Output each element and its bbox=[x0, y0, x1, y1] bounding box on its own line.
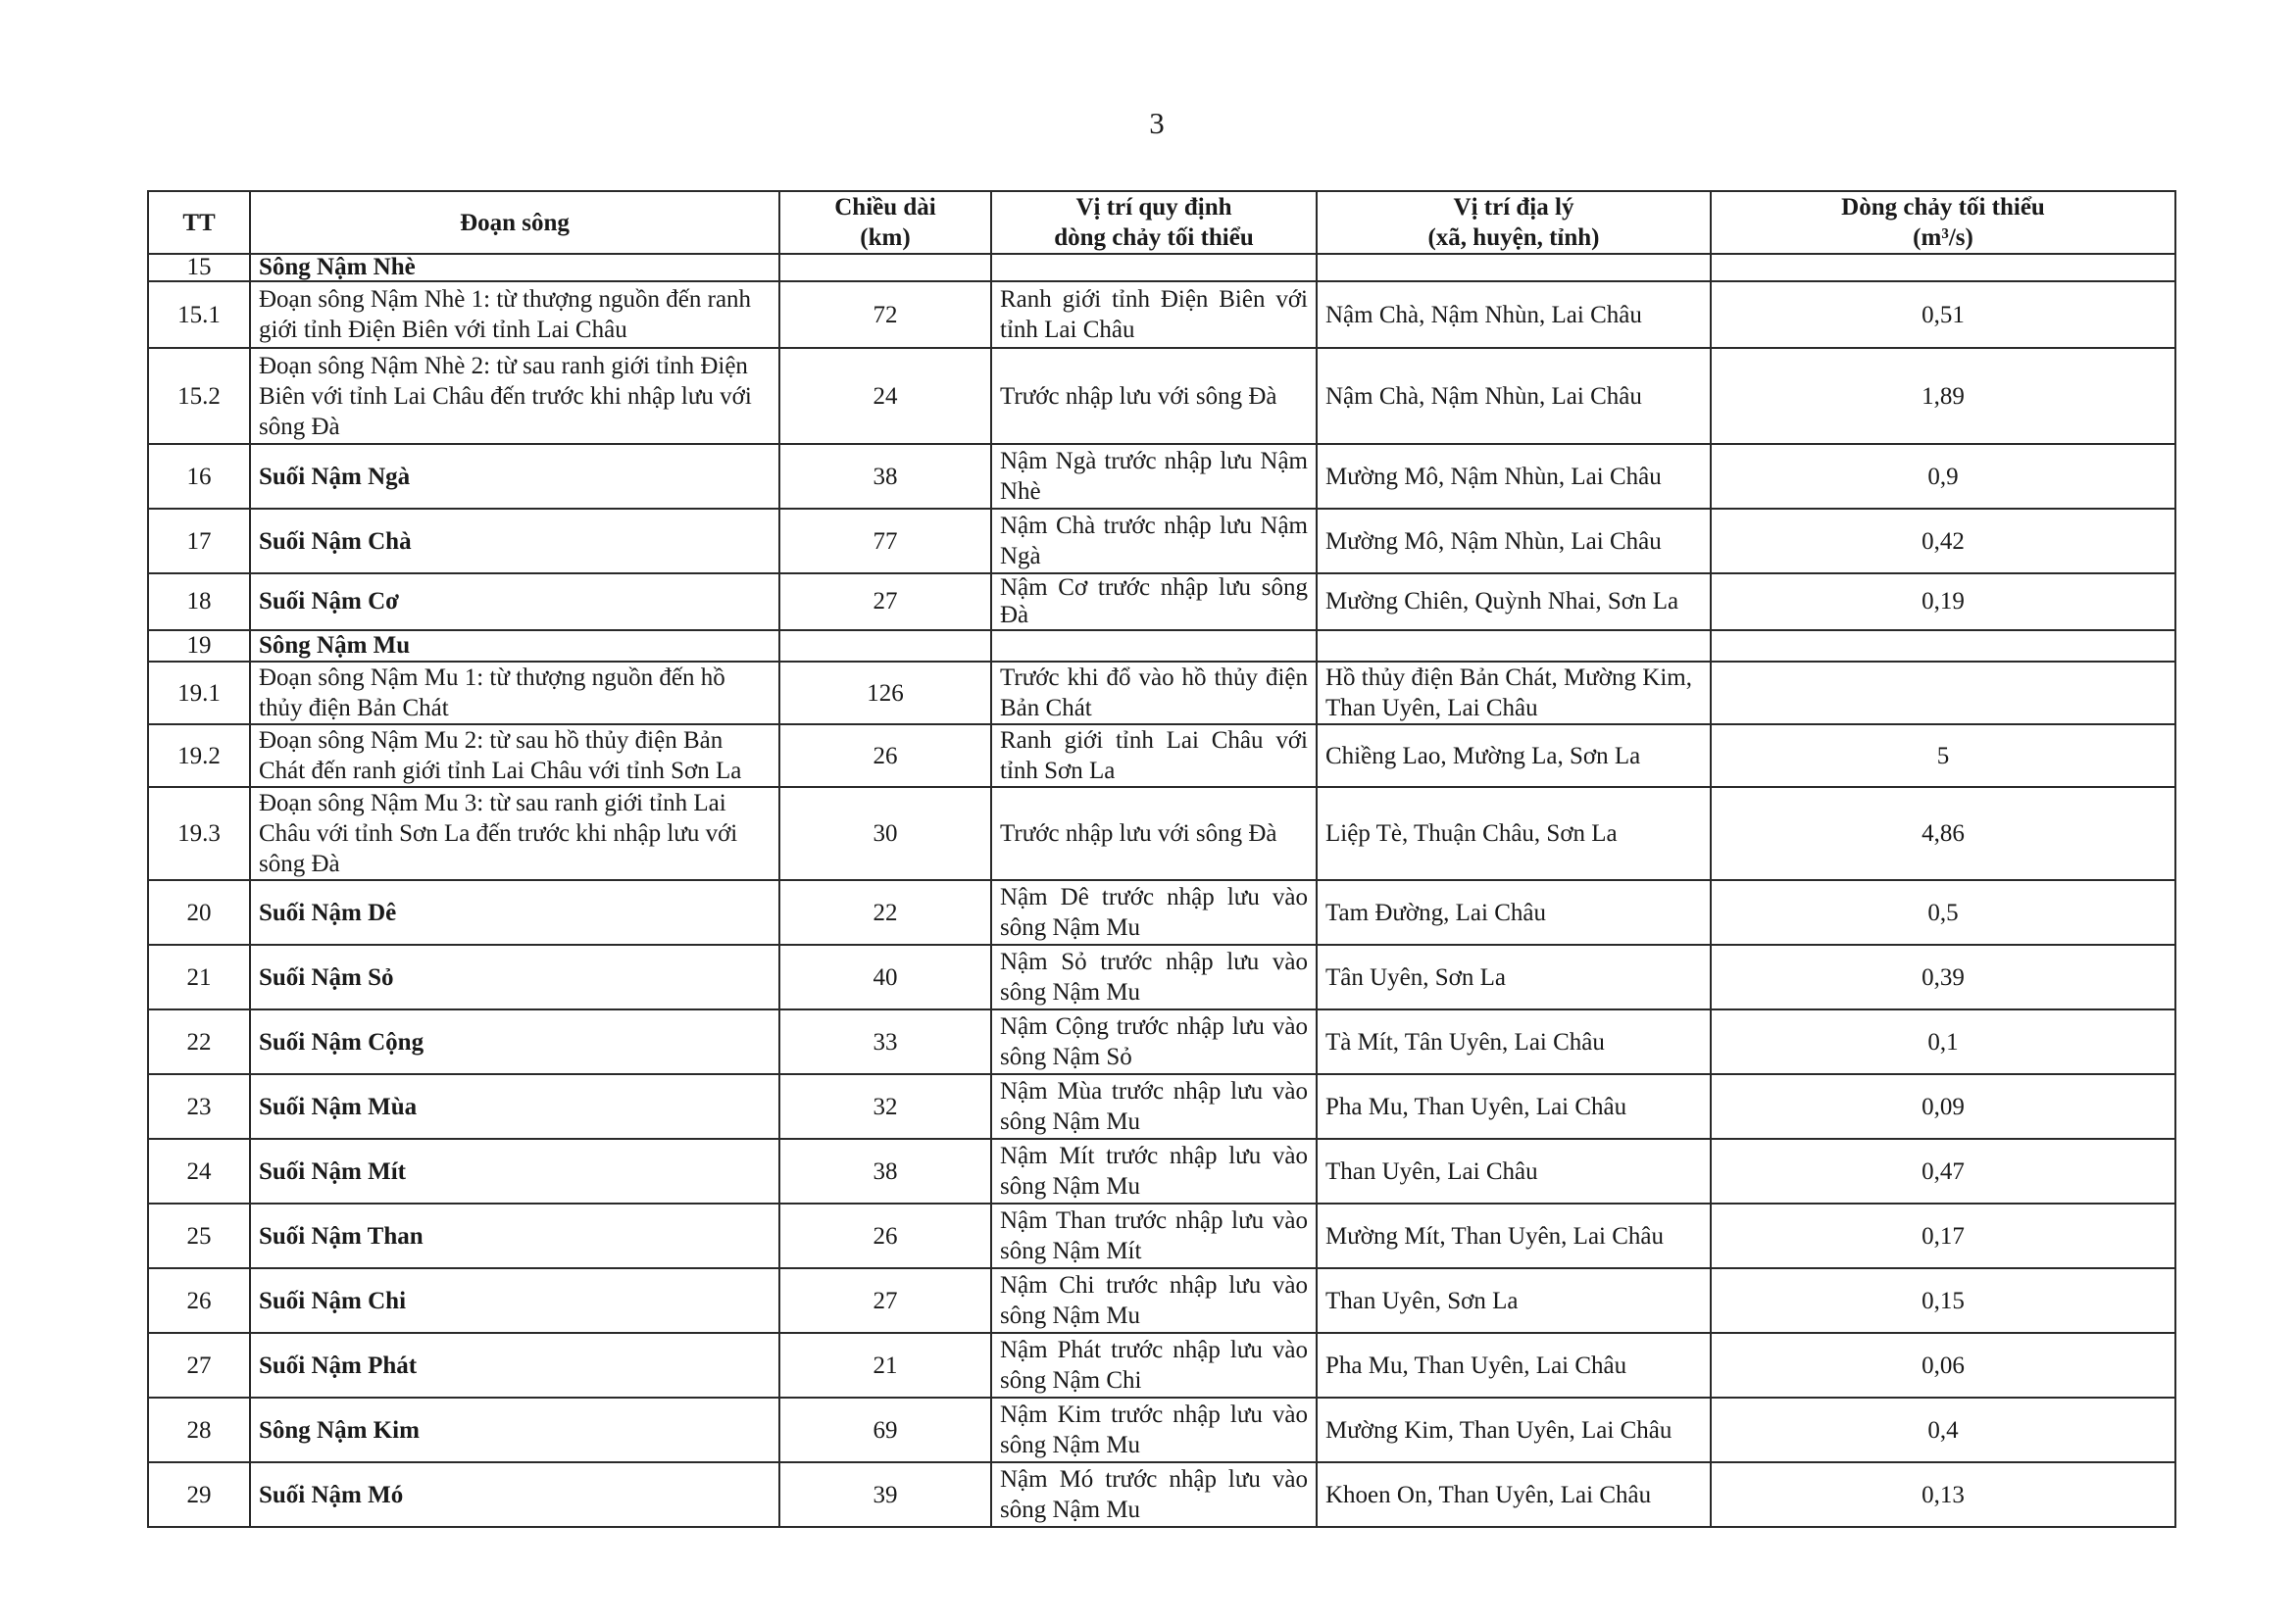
geographic-location-cell: Nậm Chà, Nậm Nhùn, Lai Châu bbox=[1317, 281, 1711, 348]
minimum-flow-cell: 0,06 bbox=[1711, 1333, 2175, 1398]
flow-position-cell: Nậm Cộng trước nhập lưu vào sông Nậm Sỏ bbox=[991, 1009, 1317, 1074]
length-km-cell: 26 bbox=[779, 724, 991, 787]
geographic-location-cell: Mường Kim, Than Uyên, Lai Châu bbox=[1317, 1398, 1711, 1462]
header-length: Chiều dài (km) bbox=[779, 191, 991, 254]
table-row bbox=[148, 1139, 2175, 1204]
minimum-flow-cell: 1,89 bbox=[1711, 348, 2175, 444]
table-row bbox=[148, 509, 2175, 573]
segment-name-cell: Suối Nậm Mùa bbox=[250, 1074, 779, 1139]
segment-name-cell: Suối Nậm Dê bbox=[250, 880, 779, 945]
row-number-cell: 27 bbox=[148, 1333, 250, 1398]
table-row bbox=[148, 254, 2175, 281]
length-km-cell: 27 bbox=[779, 1268, 991, 1333]
flow-position-cell: Nậm Chi trước nhập lưu vào sông Nậm Mu bbox=[991, 1268, 1317, 1333]
segment-name-cell: Đoạn sông Nậm Mu 2: từ sau hồ thủy điện Bản Chát đến ranh giới tỉnh Lai Châu với tỉnh Sơn La bbox=[250, 724, 779, 787]
row-number-cell: 21 bbox=[148, 945, 250, 1009]
row-number-cell: 18 bbox=[148, 573, 250, 630]
flow-position-cell: Nậm Sỏ trước nhập lưu vào sông Nậm Mu bbox=[991, 945, 1317, 1009]
flow-position-cell: Nậm Mùa trước nhập lưu vào sông Nậm Mu bbox=[991, 1074, 1317, 1139]
segment-name-cell: Suối Nậm Phát bbox=[250, 1333, 779, 1398]
segment-name-cell: Đoạn sông Nậm Nhè 1: từ thượng nguồn đến ranh giới tỉnh Điện Biên với tỉnh Lai Châu bbox=[250, 281, 779, 348]
minimum-flow-cell: 5 bbox=[1711, 724, 2175, 787]
row-number-cell: 15 bbox=[148, 254, 250, 281]
geographic-location-cell: Pha Mu, Than Uyên, Lai Châu bbox=[1317, 1333, 1711, 1398]
minimum-flow-cell: 0,1 bbox=[1711, 1009, 2175, 1074]
table-row bbox=[148, 1009, 2175, 1074]
segment-name-cell: Đoạn sông Nậm Nhè 2: từ sau ranh giới tỉnh Điện Biên với tỉnh Lai Châu đến trước khi nhập lưu với sông Đà bbox=[250, 348, 779, 444]
minimum-flow-cell bbox=[1711, 254, 2175, 281]
length-km-cell: 24 bbox=[779, 348, 991, 444]
flow-position-cell: Trước nhập lưu với sông Đà bbox=[991, 787, 1317, 880]
header-flow: Dòng chảy tối thiểu (m³/s) bbox=[1711, 191, 2175, 254]
segment-name-cell: Sông Nậm Mu bbox=[250, 630, 779, 662]
minimum-flow-cell bbox=[1711, 662, 2175, 724]
minimum-flow-cell: 0,19 bbox=[1711, 573, 2175, 630]
flow-position-cell: Nậm Than trước nhập lưu vào sông Nậm Mít bbox=[991, 1204, 1317, 1268]
header-position: Vị trí quy định dòng chảy tối thiểu bbox=[991, 191, 1317, 254]
flow-position-cell: Nậm Kim trước nhập lưu vào sông Nậm Mu bbox=[991, 1398, 1317, 1462]
length-km-cell: 27 bbox=[779, 573, 991, 630]
flow-position-cell: Nậm Cơ trước nhập lưu sông Đà bbox=[991, 573, 1317, 630]
table-row bbox=[148, 724, 2175, 787]
geographic-location-cell: Than Uyên, Sơn La bbox=[1317, 1268, 1711, 1333]
flow-table-container bbox=[147, 190, 2174, 1528]
segment-name-cell: Suối Nậm Than bbox=[250, 1204, 779, 1268]
minimum-flow-table bbox=[147, 190, 2176, 1528]
length-km-cell: 33 bbox=[779, 1009, 991, 1074]
table-row bbox=[148, 630, 2175, 662]
flow-position-cell bbox=[991, 630, 1317, 662]
segment-name-cell: Suối Nậm Mít bbox=[250, 1139, 779, 1204]
flow-position-cell: Nậm Chà trước nhập lưu Nậm Ngà bbox=[991, 509, 1317, 573]
table-row bbox=[148, 348, 2175, 444]
length-km-cell bbox=[779, 630, 991, 662]
row-number-cell: 19 bbox=[148, 630, 250, 662]
table-row bbox=[148, 880, 2175, 945]
row-number-cell: 15.2 bbox=[148, 348, 250, 444]
segment-name-cell: Đoạn sông Nậm Mu 3: từ sau ranh giới tỉnh Lai Châu với tỉnh Sơn La đến trước khi nhập lưu với sông Đà bbox=[250, 787, 779, 880]
table-body bbox=[148, 254, 2175, 1527]
row-number-cell: 19.2 bbox=[148, 724, 250, 787]
length-km-cell: 38 bbox=[779, 444, 991, 509]
row-number-cell: 20 bbox=[148, 880, 250, 945]
segment-name-cell: Đoạn sông Nậm Mu 1: từ thượng nguồn đến hồ thủy điện Bản Chát bbox=[250, 662, 779, 724]
geographic-location-cell: Pha Mu, Than Uyên, Lai Châu bbox=[1317, 1074, 1711, 1139]
flow-position-cell: Trước khi đổ vào hồ thủy điện Bản Chát bbox=[991, 662, 1317, 724]
segment-name-cell: Suối Nậm Chi bbox=[250, 1268, 779, 1333]
segment-name-cell: Suối Nậm Cộng bbox=[250, 1009, 779, 1074]
table-header-row bbox=[148, 191, 2175, 254]
geographic-location-cell: Mường Mô, Nậm Nhùn, Lai Châu bbox=[1317, 509, 1711, 573]
segment-name-cell: Sông Nậm Nhè bbox=[250, 254, 779, 281]
header-segment: Đoạn sông bbox=[250, 191, 779, 254]
flow-position-cell bbox=[991, 254, 1317, 281]
geographic-location-cell: Mường Mít, Than Uyên, Lai Châu bbox=[1317, 1204, 1711, 1268]
row-number-cell: 23 bbox=[148, 1074, 250, 1139]
minimum-flow-cell: 0,09 bbox=[1711, 1074, 2175, 1139]
length-km-cell: 72 bbox=[779, 281, 991, 348]
table-row bbox=[148, 1204, 2175, 1268]
geographic-location-cell bbox=[1317, 254, 1711, 281]
segment-name-cell: Suối Nậm Mó bbox=[250, 1462, 779, 1527]
length-km-cell: 30 bbox=[779, 787, 991, 880]
table-row bbox=[148, 1074, 2175, 1139]
segment-name-cell: Suối Nậm Ngà bbox=[250, 444, 779, 509]
segment-name-cell: Sông Nậm Kim bbox=[250, 1398, 779, 1462]
table-row bbox=[148, 573, 2175, 630]
minimum-flow-cell: 0,17 bbox=[1711, 1204, 2175, 1268]
geographic-location-cell: Khoen On, Than Uyên, Lai Châu bbox=[1317, 1462, 1711, 1527]
row-number-cell: 29 bbox=[148, 1462, 250, 1527]
row-number-cell: 19.3 bbox=[148, 787, 250, 880]
minimum-flow-cell: 0,51 bbox=[1711, 281, 2175, 348]
page-number: 3 bbox=[1149, 106, 1165, 140]
row-number-cell: 15.1 bbox=[148, 281, 250, 348]
header-geo: Vị trí địa lý (xã, huyện, tỉnh) bbox=[1317, 191, 1711, 254]
length-km-cell: 77 bbox=[779, 509, 991, 573]
length-km-cell bbox=[779, 254, 991, 281]
row-number-cell: 28 bbox=[148, 1398, 250, 1462]
table-row bbox=[148, 945, 2175, 1009]
flow-position-cell: Nậm Dê trước nhập lưu vào sông Nậm Mu bbox=[991, 880, 1317, 945]
header-tt: TT bbox=[148, 191, 250, 254]
length-km-cell: 21 bbox=[779, 1333, 991, 1398]
length-km-cell: 22 bbox=[779, 880, 991, 945]
minimum-flow-cell: 0,42 bbox=[1711, 509, 2175, 573]
flow-position-cell: Nậm Mó trước nhập lưu vào sông Nậm Mu bbox=[991, 1462, 1317, 1527]
table-row bbox=[148, 444, 2175, 509]
geographic-location-cell: Hồ thủy điện Bản Chát, Mường Kim, Than Uyên, Lai Châu bbox=[1317, 662, 1711, 724]
length-km-cell: 39 bbox=[779, 1462, 991, 1527]
row-number-cell: 17 bbox=[148, 509, 250, 573]
table-row bbox=[148, 662, 2175, 724]
row-number-cell: 16 bbox=[148, 444, 250, 509]
row-number-cell: 19.1 bbox=[148, 662, 250, 724]
flow-position-cell: Nậm Ngà trước nhập lưu Nậm Nhè bbox=[991, 444, 1317, 509]
row-number-cell: 26 bbox=[148, 1268, 250, 1333]
minimum-flow-cell: 0,47 bbox=[1711, 1139, 2175, 1204]
minimum-flow-cell: 0,15 bbox=[1711, 1268, 2175, 1333]
geographic-location-cell: Tam Đường, Lai Châu bbox=[1317, 880, 1711, 945]
geographic-location-cell: Nậm Chà, Nậm Nhùn, Lai Châu bbox=[1317, 348, 1711, 444]
flow-position-cell: Trước nhập lưu với sông Đà bbox=[991, 348, 1317, 444]
row-number-cell: 22 bbox=[148, 1009, 250, 1074]
table-row bbox=[148, 787, 2175, 880]
length-km-cell: 38 bbox=[779, 1139, 991, 1204]
geographic-location-cell: Than Uyên, Lai Châu bbox=[1317, 1139, 1711, 1204]
geographic-location-cell: Mường Chiên, Quỳnh Nhai, Sơn La bbox=[1317, 573, 1711, 630]
length-km-cell: 126 bbox=[779, 662, 991, 724]
geographic-location-cell: Chiềng Lao, Mường La, Sơn La bbox=[1317, 724, 1711, 787]
length-km-cell: 69 bbox=[779, 1398, 991, 1462]
segment-name-cell: Suối Nậm Sỏ bbox=[250, 945, 779, 1009]
minimum-flow-cell bbox=[1711, 630, 2175, 662]
table-row bbox=[148, 281, 2175, 348]
flow-position-cell: Nậm Phát trước nhập lưu vào sông Nậm Chi bbox=[991, 1333, 1317, 1398]
table-row bbox=[148, 1398, 2175, 1462]
segment-name-cell: Suối Nậm Cơ bbox=[250, 573, 779, 630]
length-km-cell: 32 bbox=[779, 1074, 991, 1139]
minimum-flow-cell: 0,5 bbox=[1711, 880, 2175, 945]
geographic-location-cell bbox=[1317, 630, 1711, 662]
table-row bbox=[148, 1268, 2175, 1333]
geographic-location-cell: Liệp Tè, Thuận Châu, Sơn La bbox=[1317, 787, 1711, 880]
minimum-flow-cell: 0,13 bbox=[1711, 1462, 2175, 1527]
geographic-location-cell: Tân Uyên, Sơn La bbox=[1317, 945, 1711, 1009]
minimum-flow-cell: 0,39 bbox=[1711, 945, 2175, 1009]
flow-position-cell: Nậm Mít trước nhập lưu vào sông Nậm Mu bbox=[991, 1139, 1317, 1204]
row-number-cell: 24 bbox=[148, 1139, 250, 1204]
segment-name-cell: Suối Nậm Chà bbox=[250, 509, 779, 573]
minimum-flow-cell: 4,86 bbox=[1711, 787, 2175, 880]
geographic-location-cell: Tà Mít, Tân Uyên, Lai Châu bbox=[1317, 1009, 1711, 1074]
flow-position-cell: Ranh giới tỉnh Lai Châu với tỉnh Sơn La bbox=[991, 724, 1317, 787]
minimum-flow-cell: 0,9 bbox=[1711, 444, 2175, 509]
flow-position-cell: Ranh giới tỉnh Điện Biên với tỉnh Lai Châu bbox=[991, 281, 1317, 348]
geographic-location-cell: Mường Mô, Nậm Nhùn, Lai Châu bbox=[1317, 444, 1711, 509]
length-km-cell: 26 bbox=[779, 1204, 991, 1268]
length-km-cell: 40 bbox=[779, 945, 991, 1009]
table-row bbox=[148, 1333, 2175, 1398]
table-row bbox=[148, 1462, 2175, 1527]
minimum-flow-cell: 0,4 bbox=[1711, 1398, 2175, 1462]
row-number-cell: 25 bbox=[148, 1204, 250, 1268]
